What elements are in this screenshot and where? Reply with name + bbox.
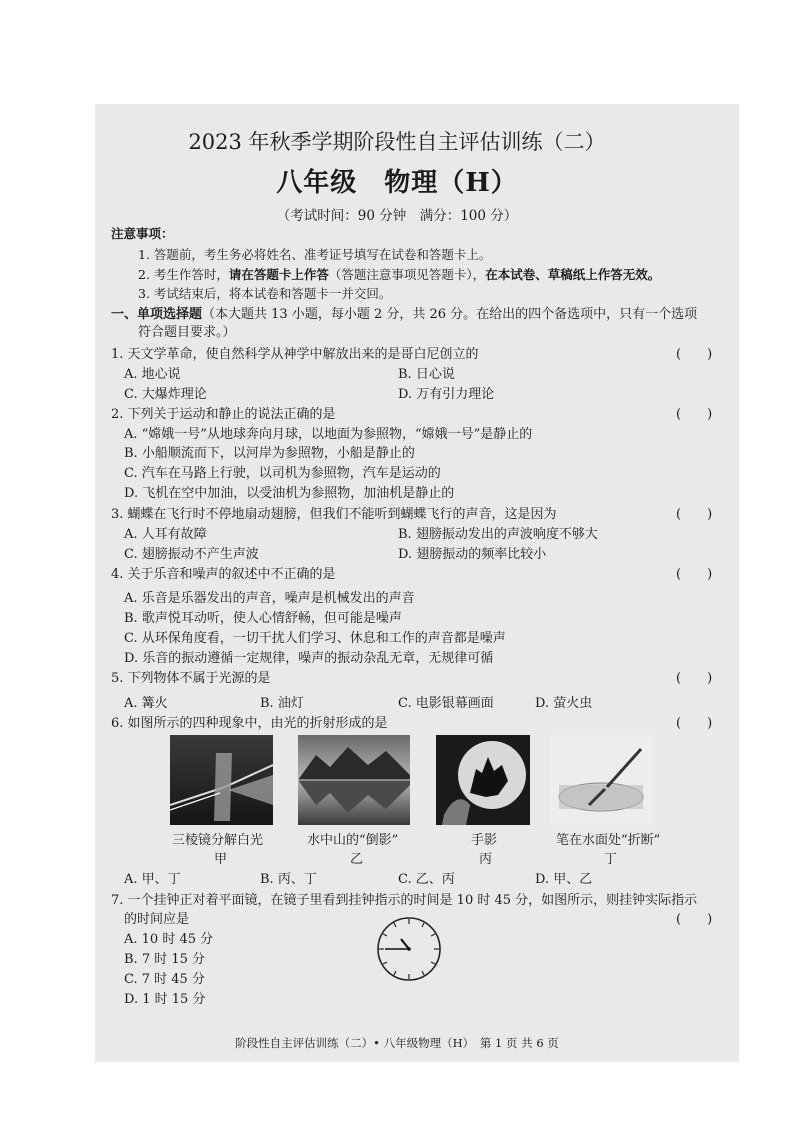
q2-option-c: C. 汽车在马路上行驶，以司机为参照物，汽车是运动的 [124, 466, 441, 481]
q4-option-c: C. 从环保角度看，一切干扰人们学习、休息和工作的声音都是噪声 [124, 631, 506, 646]
q3-option-d: D. 翅膀振动的频率比较小 [398, 547, 547, 562]
note-1: 1. 答题前，考生务必将姓名、准考证号填写在试卷和答题卡上。 [138, 247, 492, 262]
q6-option-b: B. 丙、丁 [260, 872, 317, 887]
q1-option-b: B. 日心说 [398, 367, 455, 382]
q6-option-a: A. 甲、丁 [124, 872, 181, 887]
q1-option-a: A. 地心说 [124, 367, 181, 382]
q5-option-a: A. 篝火 [124, 696, 168, 711]
q7-option-a: A. 10 时 45 分 [124, 932, 214, 947]
label-yi: 乙 [350, 852, 364, 867]
exam-title: 2023 年秋季学期阶段性自主评估训练（二） [188, 130, 606, 154]
q3-answer-blank: ( ) [676, 507, 713, 522]
mountain-reflection-image [298, 735, 410, 825]
q2-answer-blank: ( ) [676, 407, 713, 422]
q3-stem: 3. 蝴蝶在飞行时不停地扇动翅膀，但我们不能听到蝴蝶飞行的声音，这是因为 [111, 507, 557, 522]
caption-jia: 三棱镜分解白光 [172, 833, 264, 848]
q1-option-c: C. 大爆炸理论 [124, 387, 207, 402]
q6-option-d: D. 甲、乙 [535, 872, 593, 887]
note-2: 2. 考生作答时，请在答题卡上作答（答题注意事项见答题卡），在本试卷、草稿纸上作答无效。 [138, 267, 661, 282]
q3-option-b: B. 翅膀振动发出的声波响度不够大 [398, 527, 598, 542]
q7-option-d: D. 1 时 15 分 [124, 992, 206, 1007]
q2-option-d: D. 飞机在空中加油，以受油机为参照物，加油机是静止的 [124, 486, 455, 501]
q7-stem: 7. 一个挂钟正对着平面镜，在镜子里看到挂钟指示的时间是 10 时 45 分，如图所示，则挂钟实际指示 [111, 893, 698, 908]
exam-subtitle: 八年级 物理（H） [276, 168, 518, 198]
label-ding: 丁 [604, 852, 618, 867]
q7-answer-blank: ( ) [676, 912, 713, 927]
hand-shadow-image [436, 735, 530, 825]
q6-option-c: C. 乙、丙 [398, 872, 455, 887]
q4-option-d: D. 乐音的振动遵循一定规律，噪声的振动杂乱无章，无规律可循 [124, 651, 494, 666]
q4-answer-blank: ( ) [676, 567, 713, 582]
q1-answer-blank: ( ) [676, 347, 713, 362]
q5-option-d: D. 萤火虫 [535, 696, 593, 711]
q1-stem: 1. 天文学革命，使自然科学从神学中解放出来的是哥白尼创立的 [111, 347, 479, 362]
caption-yi: 水中山的“倒影” [307, 833, 399, 848]
q4-option-b: B. 歌声悦耳动听，使人心情舒畅，但可能是噪声 [124, 611, 402, 626]
label-bing: 丙 [479, 852, 493, 867]
q5-option-c: C. 电影银幕画面 [398, 696, 494, 711]
q7-option-c: C. 7 时 45 分 [124, 972, 205, 987]
pencil-in-water-image [549, 735, 655, 825]
page-footer: 阶段性自主评估训练（二）• 八年级物理（H） 第 1 页 共 6 页 [235, 1036, 559, 1050]
mirror-clock-icon [376, 916, 442, 982]
label-jia: 甲 [214, 852, 228, 867]
q2-option-b: B. 小船顺流而下，以河岸为参照物，小船是静止的 [124, 446, 415, 461]
q6-answer-blank: ( ) [676, 716, 713, 731]
q7-stem-cont: 的时间应是 [124, 912, 190, 927]
q5-option-b: B. 油灯 [260, 696, 304, 711]
q5-answer-blank: ( ) [676, 671, 713, 686]
q3-option-a: A. 人耳有故障 [124, 527, 207, 542]
q7-option-b: B. 7 时 15 分 [124, 952, 206, 967]
q5-stem: 5. 下列物体不属于光源的是 [111, 671, 271, 686]
prism-dispersion-image [170, 735, 273, 825]
q2-stem: 2. 下列关于运动和静止的说法正确的是 [111, 407, 336, 422]
notes-heading: 注意事项： [111, 226, 174, 241]
q2-option-a: A. “嫦娥一号”从地球奔向月球，以地面为参照物，“嫦娥一号”是静止的 [124, 427, 533, 442]
q4-option-a: A. 乐音是乐器发出的声音，噪声是机械发出的声音 [124, 591, 415, 606]
exam-info: （考试时间：90 分钟 满分：100 分） [276, 208, 518, 224]
caption-bing: 手影 [471, 833, 498, 848]
note-3: 3. 考试结束后，将本试卷和答题卡一并交回。 [138, 286, 392, 301]
caption-ding: 笔在水面处“折断” [556, 833, 661, 848]
section1-heading-cont: 符合题目要求。） [138, 325, 236, 340]
q1-option-d: D. 万有引力理论 [398, 387, 495, 402]
q6-stem: 6. 如图所示的四种现象中，由光的折射形成的是 [111, 716, 388, 731]
q3-option-c: C. 翅膀振动不产生声波 [124, 547, 259, 562]
q4-stem: 4. 关于乐音和噪声的叙述中不正确的是 [111, 567, 336, 582]
section1-heading: 一、单项选择题（本大题共 13 小题，每小题 2 分，共 26 分。在给出的四个备选项中，只有一个选项 [111, 307, 698, 322]
